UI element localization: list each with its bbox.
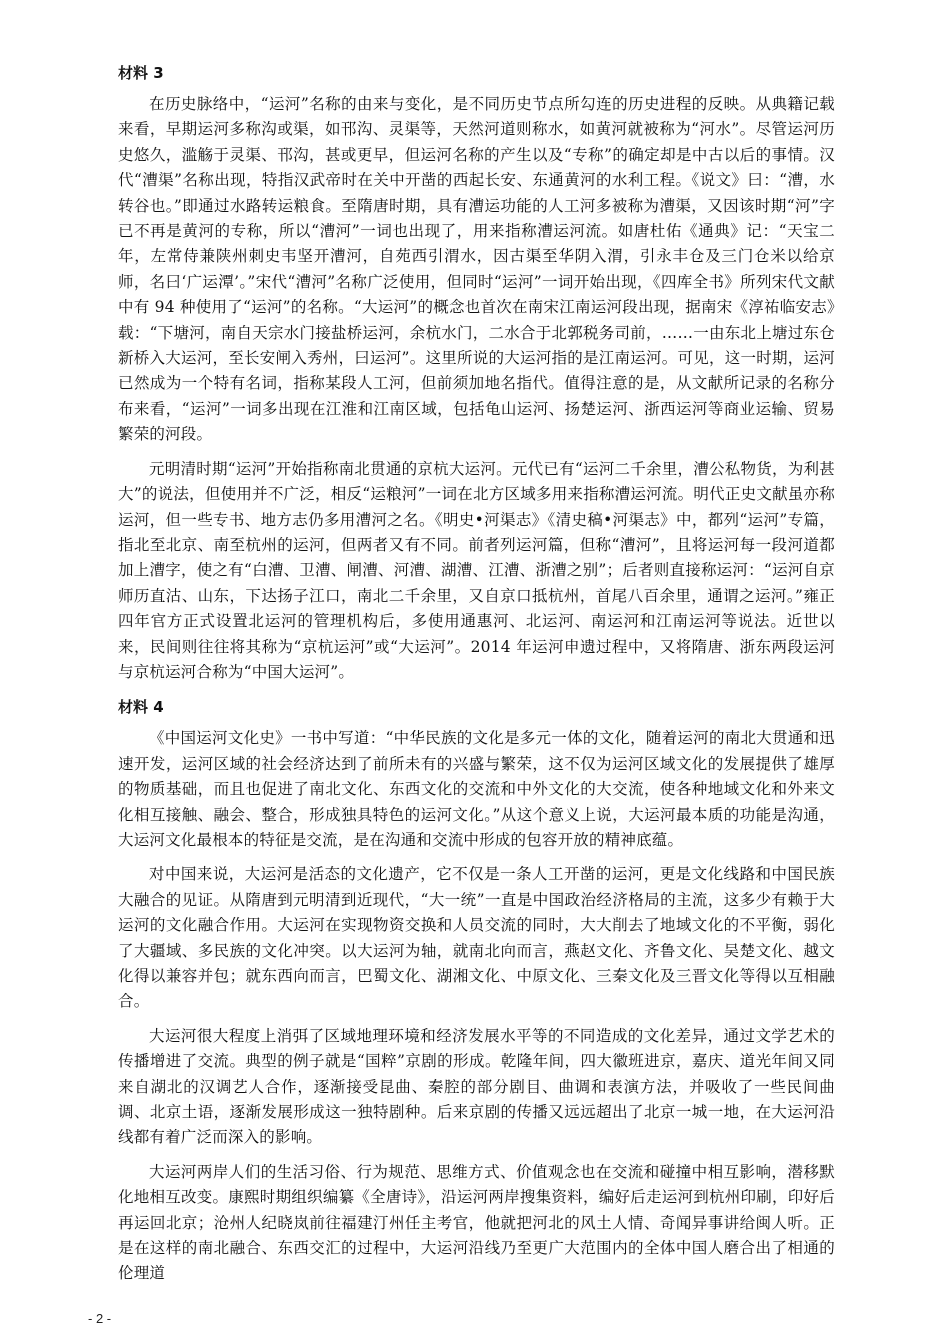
page-number: - 2 - [88,1311,112,1326]
paragraph: 元明清时期“运河”开始指称南北贯通的京杭大运河。元代已有“运河二千余里，漕公私物货，为利甚大”的说法，但使用并不广泛，相反“运粮河”一词在北方区域多用来指称漕运河流。明代正史文献虽亦称运河，但一些专书、地方志仍多用漕河之名。《明史•河渠志》《清史稿•河渠志》中，都列“运河”专篇，指北至北京、南至杭州的运河，但两者又有不同。前者列运河篇，但称“漕河”，且将运河每一段河道都加上漕字，使之有“白漕、卫漕、闸漕、河漕、湖漕、江漕、浙漕之别”；后者则直接称运河：“运河自京师历直沽、山东，下达扬子江口，南北二千余里，又自京口抵杭州，首尾八百余里，通谓之运河。”雍正四年官方正式设置北运河的管理机构后，多使用通惠河、北运河、南运河和江南运河等说法。近世以来，民间则往往将其称为“京杭运河”或“大运河”。2014 年运河申遗过程中，又将隋唐、浙东两段运河与京杭运河合称为“中国大运河”。 [118,459,835,681]
paragraph: 大运河很大程度上消弭了区域地理环境和经济发展水平等的不同造成的文化差异，通过文学艺术的传播增进了交流。典型的例子就是“国粹”京剧的形成。乾隆年间，四大徽班进京，嘉庆、道光年间又同来自湖北的汉调艺人合作，逐渐接受昆曲、秦腔的部分剧目、曲调和表演方法，并吸收了一些民间曲调、北京土语，逐渐发展形成这一独特剧种。后来京剧的传播又远远超出了北京一城一地，在大运河沿线都有着广泛而深入的影响。 [118,1026,835,1147]
section-heading-material-4: 材料 4 [118,698,164,717]
paragraph: 《中国运河文化史》一书中写道：“中华民族的文化是多元一体的文化，随着运河的南北大贯通和迅速开发，运河区域的社会经济达到了前所未有的兴盛与繁荣，这不仅为运河区域文化的发展提供了雄厚的物质基础，而且也促进了南北文化、东西文化的交流和中外文化的大交流，使各种地域文化和外来文化相互接触、融会、整合，形成独具特色的运河文化。”从这个意义上说，大运河最本质的功能是沟通，大运河文化最根本的特征是交流，是在沟通和交流中形成的包容开放的精神底蕴。 [118,729,835,849]
section-heading-material-3: 材料 3 [118,64,164,82]
paragraph: 大运河两岸人们的生活习俗、行为规范、思维方式、价值观念也在交流和碰撞中相互影响，潜移默化地相互改变。康熙时期组织编纂《全唐诗》，沿运河两岸搜集资料，编好后走运河到杭州印刷，印好后再运回北京；沧州人纪晓岚前往福建汀州任主考官，他就把河北的风土人情、奇闻异事讲给闽人听。正是在这样的南北融合、东西交汇的过程中，大运河沿线乃至更广大范围内的全体中国人磨合出了相通的伦理道 [118,1162,835,1283]
document-page [118,56,835,1296]
paragraph: 在历史脉络中，“运河”名称的由来与变化，是不同历史节点所勾连的历史进程的反映。从典籍记载来看，早期运河多称沟或渠，如邗沟、灵渠等，天然河道则称水，如黄河就被称为“河水”。尽管运河历史悠久，滥觞于灵渠、邗沟，甚或更早，但运河名称的产生以及“专称”的确定却是中古以后的事情。汉代“漕渠”名称出现，特指汉武帝时在关中开凿的西起长安、东通黄河的水利工程。《说文》曰：“漕，水转谷也。”即通过水路转运粮食。至隋唐时期，具有漕运功能的人工河多被称为漕渠，又因该时期“河”字已不再是黄河的专称，所以“漕河”一词也出现了，用来指称漕运河流。如唐杜佑《通典》记：“天宝二年，左常侍兼陕州刺史韦坚开漕河，自苑西引渭水，因古渠至华阴入渭，引永丰仓及三门仓米以给京师，名曰‘广运潭’。”宋代“漕河”名称广泛使用，但同时“运河”一词开始出现，《四库全书》所列宋代文献中有 94 种使用了“运河”的名称。“大运河”的概念也首次在南宋江南运河段出现，据南宋《淳祐临安志》载：“下塘河，南自天宗水门接盐桥运河，余杭水门，二水合于北郭税务司前，……一由东北上塘过东仓新桥入大运河，至长安闸入秀州，曰运河”。这里所说的大运河指的是江南运河。可见，这一时期，运河已然成为一个特有名词，指称某段人工河，但前须加地名指代。值得注意的是，从文献所记录的名称分布来看，“运河”一词多出现在江淮和江南区域，包括龟山运河、扬楚运河、浙西运河等商业运输、贸易繁荣的河段。 [118,95,835,444]
paragraph: 对中国来说，大运河是活态的文化遗产，它不仅是一条人工开凿的运河，更是文化线路和中国民族大融合的见证。从隋唐到元明清到近现代，“大一统”一直是中国政治经济格局的主流，这多少有赖于大运河的文化融合作用。大运河在实现物资交换和人员交流的同时，大大削去了地域文化的不平衡，弱化了大疆域、多民族的文化冲突。以大运河为轴，就南北向而言，燕赵文化、齐鲁文化、吴楚文化、越文化得以兼容并包；就东西向而言，巴蜀文化、湖湘文化、中原文化、三秦文化及三晋文化等得以互相融合。 [118,865,835,1011]
